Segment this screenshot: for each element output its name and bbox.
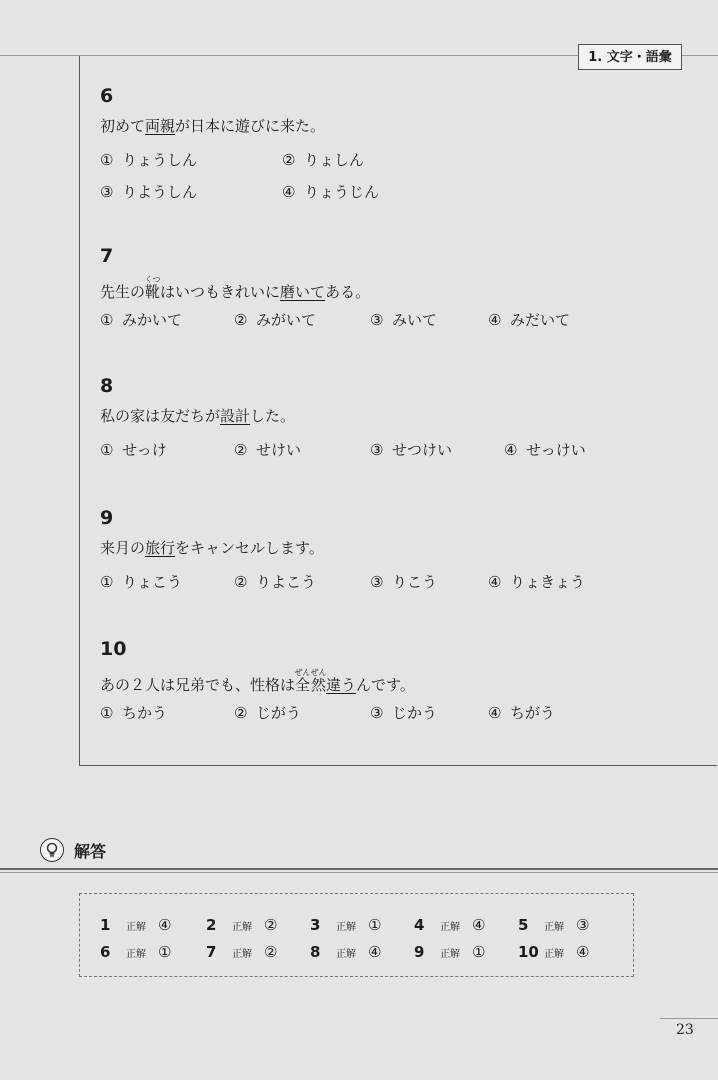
question-number: 6 [100, 85, 114, 107]
option-1[interactable]: ① せっけ [100, 441, 167, 459]
answer-item: 7 正解 ② [206, 943, 278, 961]
option-4[interactable]: ④ りょうじん [282, 183, 380, 201]
answer-rule [0, 872, 718, 873]
furigana: ぜんぜん [294, 668, 327, 677]
question-number: 8 [100, 375, 114, 397]
option-4[interactable]: ④ りょきょう [488, 573, 586, 591]
option-1[interactable]: ① ちかう [100, 704, 168, 722]
options-row [100, 435, 586, 465]
answer-item: 2 正解 ② [206, 916, 278, 934]
answer-item: 5 正解 ③ [518, 916, 590, 934]
option-2[interactable]: ② りよこう [234, 573, 317, 591]
option-1[interactable]: ① りょこう [100, 573, 183, 591]
target-word: 旅行 [145, 539, 176, 557]
question-9 [100, 505, 586, 597]
answer-header [40, 836, 106, 864]
option-3[interactable]: ③ せつけい [370, 441, 453, 459]
question-7 [100, 243, 571, 335]
question-sentence: 先生の靴くつはいつもきれいに磨いてある。 [100, 275, 371, 301]
answer-item: 9 正解 ① [414, 943, 486, 961]
question-8 [100, 373, 586, 465]
option-2[interactable]: ② じがう [234, 704, 302, 722]
target-word: 両親 [145, 117, 176, 135]
option-3[interactable]: ③ みいて [370, 311, 438, 329]
answer-item: 6 正解 ① [100, 943, 172, 961]
question-10 [100, 636, 556, 728]
question-6 [100, 83, 380, 207]
answer-title: 解答 [74, 841, 107, 861]
options-row [100, 567, 586, 597]
ruby-word: 全然ぜんぜん [294, 668, 327, 694]
option-3[interactable]: ③ じかう [370, 704, 438, 722]
option-1[interactable]: ① りょうしん [100, 151, 198, 169]
option-4[interactable]: ④ ちがう [488, 704, 556, 722]
bottom-rule [660, 1018, 718, 1019]
option-2[interactable]: ② みがいて [234, 311, 317, 329]
option-3[interactable]: ③ りこう [370, 573, 438, 591]
option-2[interactable]: ② せけい [234, 441, 302, 459]
options-row [100, 698, 556, 728]
answer-item: 10 正解 ④ [518, 943, 590, 961]
question-number: 10 [100, 638, 127, 660]
answer-rule [0, 868, 718, 870]
page-number: 23 [676, 1022, 694, 1038]
question-sentence: 初めて両親が日本に遊びに来た。 [100, 117, 326, 135]
target-word: 磨いて [280, 283, 326, 301]
answer-item: 4 正解 ④ [414, 916, 486, 934]
ruby-word: 靴くつ [144, 275, 161, 301]
option-1[interactable]: ① みかいて [100, 311, 183, 329]
answer-item: 1 正解 ④ [100, 916, 172, 934]
option-4[interactable]: ④ みだいて [488, 311, 571, 329]
chapter-tab: 1. 文字・語彙 [578, 44, 682, 70]
target-word: 設計 [220, 407, 251, 425]
question-number: 9 [100, 507, 114, 529]
option-4[interactable]: ④ せっけい [504, 441, 586, 459]
option-3[interactable]: ③ りようしん [100, 183, 198, 201]
furigana: くつ [144, 275, 161, 284]
question-sentence: 来月の旅行をキャンセルします。 [100, 539, 324, 557]
options-row [100, 305, 571, 335]
answer-item: 8 正解 ④ [310, 943, 382, 961]
options-row [100, 177, 380, 207]
target-word: 違う [326, 676, 357, 694]
question-sentence: あの２人は兄弟でも、性格は全然ぜんぜん違うんです。 [100, 668, 415, 694]
question-sentence: 私の家は友だちが設計した。 [100, 407, 296, 425]
options-row [100, 145, 365, 175]
lightbulb-icon [40, 838, 64, 862]
question-number: 7 [100, 245, 114, 267]
option-2[interactable]: ② りょしん [282, 151, 365, 169]
answer-item: 3 正解 ① [310, 916, 382, 934]
